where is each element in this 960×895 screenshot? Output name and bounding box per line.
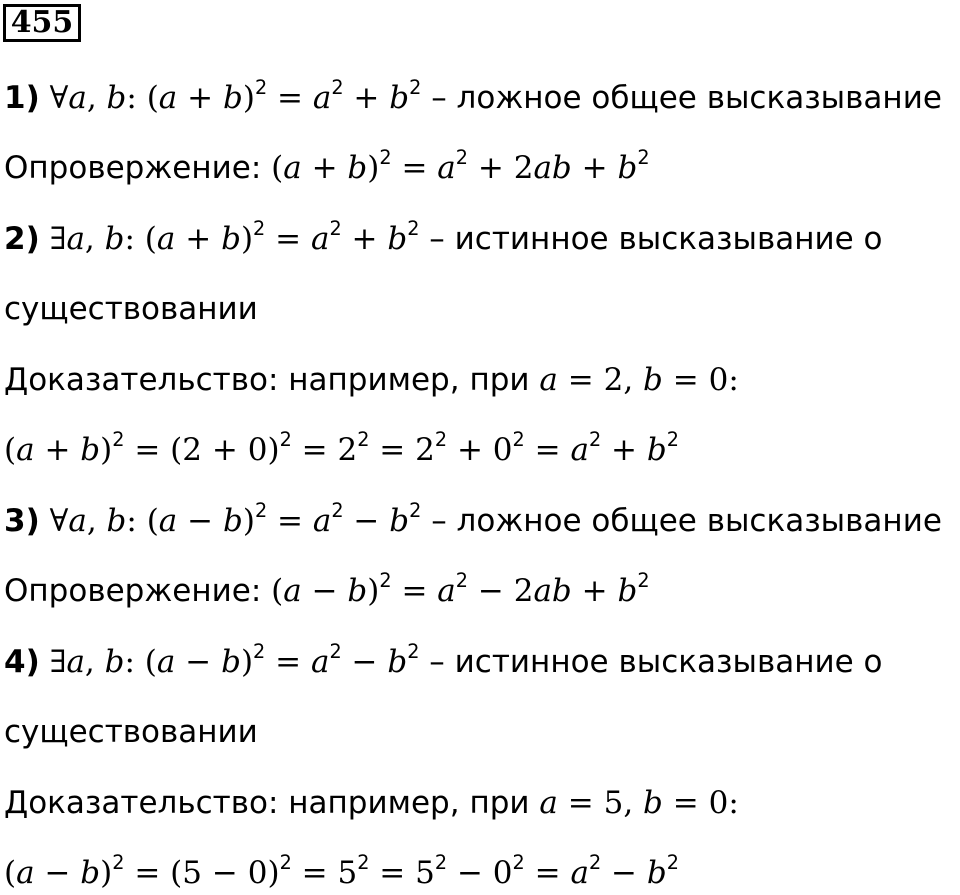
- item-3-line: [4, 501, 942, 541]
- item-3-refutation-formula: $(a - b)^2 = a^2 - 2ab + b^2$: [271, 569, 650, 609]
- item-2-description-continuation: существовании: [4, 291, 258, 327]
- item-4-description-continuation: существовании: [4, 714, 258, 750]
- item-2-number: 2): [4, 221, 40, 257]
- item-2-proof-formula: $(a + b)^2 = (2 + 0)^2 = 2^2 = 2^2 + 0^2 = a^2 + b^2$: [4, 428, 679, 468]
- item-2-statement: ∃a, b: $(a + b)^2 = a^2 + b^2$: [49, 217, 420, 257]
- item-3-statement: ∀a, b: $(a - b)^2 = a^2 - b^2$: [49, 499, 422, 539]
- item-1-refutation-label: Опровержение:: [4, 150, 262, 186]
- item-3-number: 3): [4, 503, 40, 539]
- item-1-refutation-formula: $(a + b)^2 = a^2 + 2ab + b^2$: [271, 146, 650, 186]
- item-2-proof-label: Доказательство: например, при: [4, 362, 530, 398]
- item-1-refutation-line: [4, 148, 650, 188]
- item-1-description: – ложное общее высказывание: [431, 80, 942, 116]
- item-4-proof-values: a = 5, b = 0:: [539, 785, 739, 821]
- item-2-description: – истинное высказывание о: [429, 221, 883, 257]
- item-2-proof-line: [4, 360, 739, 400]
- task-number-badge: [3, 4, 81, 42]
- item-1-line: [4, 78, 942, 118]
- item-1-number: 1): [4, 80, 40, 116]
- item-3-refutation-line: [4, 571, 650, 611]
- item-2-proof-values: a = 2, b = 0:: [539, 362, 739, 398]
- item-4-proof-formula: $(a - b)^2 = (5 - 0)^2 = 5^2 = 5^2 - 0^2 = a^2 - b^2$: [4, 851, 679, 891]
- item-4-proof-label: Доказательство: например, при: [4, 785, 530, 821]
- item-3-description: – ложное общее высказывание: [431, 503, 942, 539]
- item-4-statement: ∃a, b: $(a - b)^2 = a^2 - b^2$: [49, 640, 420, 680]
- item-1-statement: ∀a, b: $(a + b)^2 = a^2 + b^2$: [49, 76, 422, 116]
- item-3-refutation-label: Опровержение:: [4, 573, 262, 609]
- item-4-proof-line: [4, 783, 739, 823]
- item-4-line: [4, 642, 883, 682]
- task-number: 455: [10, 5, 74, 40]
- item-4-description: – истинное высказывание о: [429, 644, 883, 680]
- item-4-number: 4): [4, 644, 40, 680]
- item-2-line: [4, 219, 883, 259]
